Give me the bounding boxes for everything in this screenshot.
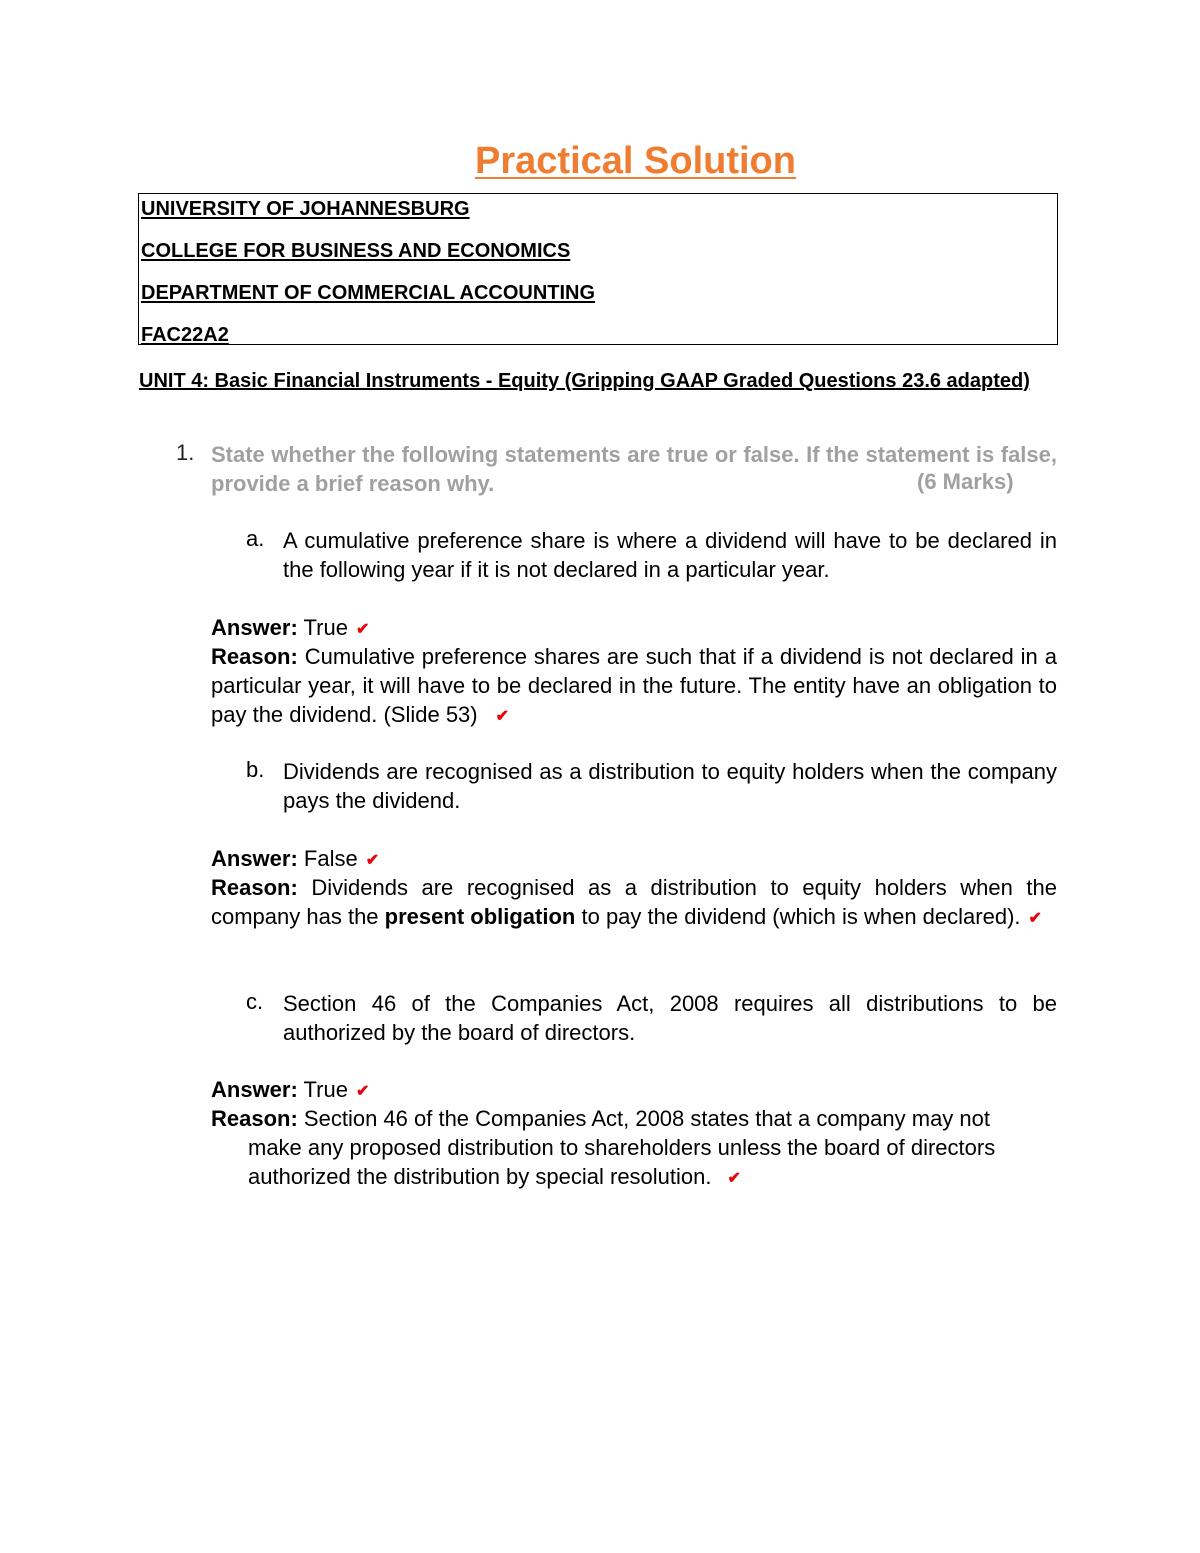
item-c-reason xyxy=(211,1104,1057,1193)
answer-label: Answer: xyxy=(211,615,298,640)
reason-text-continued: make any proposed distribution to shareholders unless the board of directors authorized the distribution by special resolution. xyxy=(248,1135,996,1189)
answer-value: True xyxy=(303,1077,348,1102)
reason-text: Cumulative preference shares are such that if a dividend is not declared in a particular year, it will have to be declared in the future. The entity have an obligation to pay the dividend. (Slide 53) xyxy=(211,644,1057,727)
reason-label: Reason: xyxy=(211,1106,298,1131)
item-b-statement: Dividends are recognised as a distribution to equity holders when the company pays the dividend. xyxy=(283,759,1057,813)
university-name: UNIVERSITY OF JOHANNESBURG xyxy=(141,198,470,220)
department-name: DEPARTMENT OF COMMERCIAL ACCOUNTING xyxy=(141,282,596,304)
reason-text: Section 46 of the Companies Act, 2008 states that a company may not xyxy=(303,1106,990,1131)
answer-label: Answer: xyxy=(211,846,298,871)
reason-emphasis: present obligation xyxy=(384,904,576,929)
checkmark-icon: ✔ xyxy=(1028,910,1042,927)
item-b-letter: b. xyxy=(246,757,265,782)
question-number: 1. xyxy=(176,440,195,465)
item-c-statement: Section 46 of the Companies Act, 2008 requires all distributions to be authorized by the board of directors. xyxy=(283,991,1057,1045)
checkmark-icon: ✔ xyxy=(355,621,370,638)
item-a-statement: A cumulative preference share is where a dividend will have to be declared in the following year if it is not declared in a particular year. xyxy=(283,528,1057,582)
college-name: COLLEGE FOR BUSINESS AND ECONOMICS xyxy=(141,240,571,262)
item-c-letter: c. xyxy=(246,989,264,1014)
question-text: State whether the following statements are true or false. If the statement is false, provide a brief reason why. xyxy=(211,442,1057,496)
item-a-answer xyxy=(211,613,369,644)
course-code: FAC22A2 xyxy=(141,324,229,346)
answer-label: Answer: xyxy=(211,1077,298,1102)
unit-heading: UNIT 4: Basic Financial Instruments - Equity (Gripping GAAP Graded Questions 23.6 adapted) xyxy=(139,370,1030,392)
item-a-reason xyxy=(211,642,1057,731)
page-title: Practical Solution xyxy=(475,140,796,182)
reason-text: to pay the dividend (which is when declared). xyxy=(581,904,1021,929)
item-b-reason xyxy=(211,873,1057,933)
checkmark-icon: ✔ xyxy=(365,852,380,869)
reason-text: Dividends are recognised as a distribution to equity holders when the company has the xyxy=(211,875,1057,929)
item-b-answer xyxy=(211,844,379,875)
answer-value: True xyxy=(303,615,348,640)
answer-value: False xyxy=(303,846,358,871)
header-box xyxy=(138,193,1058,345)
checkmark-icon: ✔ xyxy=(727,1170,741,1187)
reason-label: Reason: xyxy=(211,875,298,900)
item-c-answer xyxy=(211,1075,369,1106)
item-a-letter: a. xyxy=(246,526,265,551)
checkmark-icon: ✔ xyxy=(495,708,510,725)
question-marks: (6 Marks) xyxy=(917,469,1014,494)
reason-label: Reason: xyxy=(211,644,298,669)
checkmark-icon: ✔ xyxy=(355,1083,370,1100)
